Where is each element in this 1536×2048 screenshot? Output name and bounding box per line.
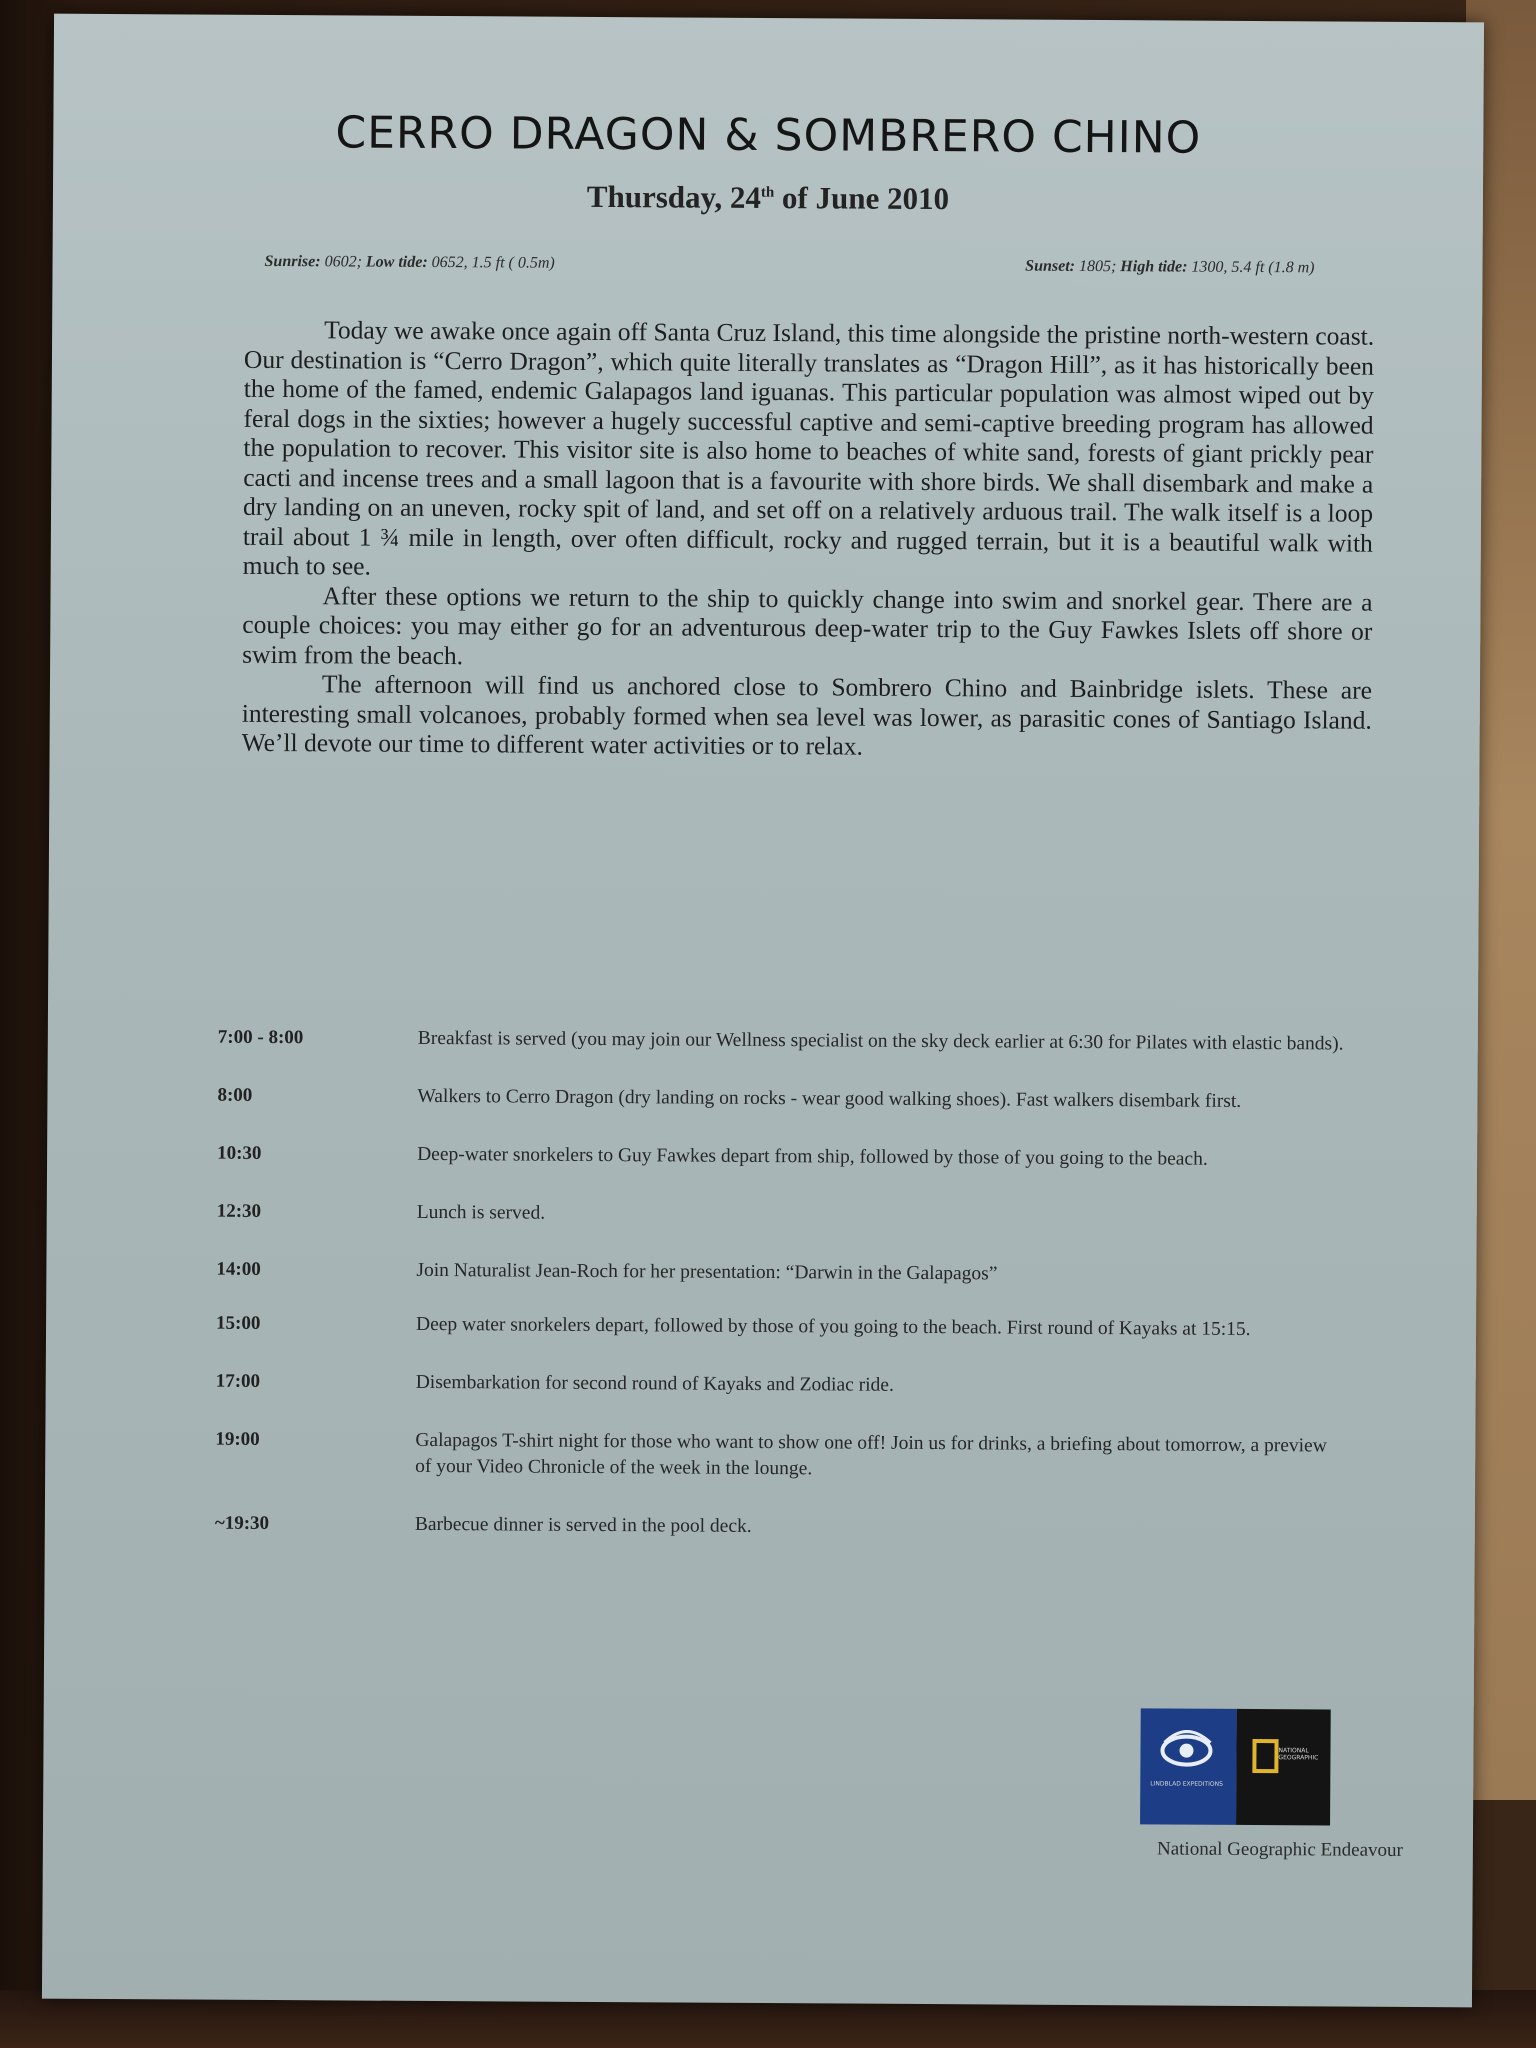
schedule-time: 19:00 (215, 1428, 260, 1450)
sunrise-label: Sunrise: (264, 252, 321, 271)
schedule-time: 10:30 (217, 1142, 262, 1164)
itinerary-sheet (42, 14, 1484, 2008)
high-tide-label: High tide: (1120, 258, 1188, 276)
schedule-time: ~19:30 (214, 1512, 270, 1534)
schedule-text: Join Naturalist Jean-Roch for her presentation: “Darwin in the Galapagos” (416, 1259, 998, 1285)
schedule-row (197, 1141, 1347, 1174)
lindblad-logo (1140, 1708, 1237, 1825)
schedule-text: Breakfast is served (you may join our Wellness specialist on the sky deck earlier at 6:30 for Pilates with elastic bands). (417, 1027, 1344, 1055)
national-geographic-logo (1236, 1709, 1331, 1826)
schedule-text: Deep water snorkelers depart, followed by those of you going to the beach. First round of Kayaks at 15:15. (416, 1313, 1251, 1340)
paragraph: After these options we return to the ship to quickly change into swim and snorkel gear. There are a couple choices: you may either go for an adventurous deep-water trip to the Guy Fawkes Islets off shore or swim from the beach. (242, 580, 1373, 670)
schedule-row (197, 1083, 1347, 1116)
page-date (53, 176, 1483, 221)
schedule-row (196, 1257, 1346, 1290)
paragraph: Today we awake once again off Santa Cruz Island, this time alongside the pristine north-western coast. Our destination is “Cerro Dragon”, which quite literally translates as “Dragon Hill”, as it has historically been the home of the famed, endemic Galapagos land iguanas. This particular population was almost wiped out by feral dogs in the sixties; however a hugely successful captive and semi-captive breeding program has allowed the population to recover. This visitor site is also home to beaches of white sand, forests of giant prickly pear cacti and incense trees and a small lagoon that is a favourite with shore birds. We shall disembark and make a dry landing on an uneven, rocky spit of land, and set off on a relatively arduous trail. The walk itself is a loop trail about 1 ¾ mile in length, over often difficult, rocky and rugged terrain, but it is a beautiful walk with much to see. (242, 315, 1375, 581)
schedule-text: Walkers to Cerro Dragon (dry landing on rocks - wear good walking shoes). Fast walkers disembark first. (417, 1085, 1242, 1112)
schedule-row (195, 1427, 1345, 1486)
sunset-value: 1805; (1074, 257, 1121, 276)
date-month-year: of June 2010 (774, 180, 950, 217)
page-title: CERRO DRAGON & SOMBRERO CHINO (335, 107, 1202, 164)
date-ordinal: th (760, 184, 775, 201)
sunrise-low-tide (265, 253, 555, 273)
sunrise-value: 0602; (320, 253, 366, 271)
schedule-row (196, 1369, 1346, 1402)
schedule-text: Lunch is served. (416, 1201, 546, 1224)
schedule-time: 15:00 (216, 1312, 261, 1334)
lindblad-eye-icon (1140, 1708, 1237, 1825)
schedule-text: Barbecue dinner is served in the pool deck. (414, 1513, 752, 1537)
schedule-time: 7:00 - 8:00 (217, 1026, 304, 1049)
schedule-time: 17:00 (215, 1370, 261, 1392)
high-tide-value: 1300, 5.4 ft (1.8 m) (1187, 258, 1315, 277)
schedule-row (195, 1511, 1345, 1544)
schedule-time: 8:00 (217, 1084, 253, 1106)
partner-logo (1140, 1708, 1331, 1825)
intro-text (242, 315, 1375, 764)
ng-logo-text: NATIONAL GEOGRAPHIC (1278, 1747, 1319, 1762)
low-tide-value: 0652, 1.5 ft ( 0.5m) (427, 253, 555, 272)
schedule-row (197, 1199, 1347, 1232)
lindblad-logo-text: LINDBLAD EXPEDITIONS (1150, 1780, 1223, 1788)
low-tide-label: Low tide: (365, 253, 428, 271)
date-day: Thursday, 24 (586, 178, 761, 215)
schedule-text: Disembarkation for second round of Kayaks and Zodiac ride. (415, 1371, 894, 1396)
schedule-text: Deep-water snorkelers to Guy Fawkes depart from ship, followed by those of you going to the beach. (417, 1143, 1208, 1170)
sunset-label: Sunset: (1025, 257, 1076, 275)
ship-name: National Geographic Endeavour (1156, 1838, 1403, 1861)
schedule-time: 12:30 (216, 1200, 262, 1222)
yellow-frame-icon (1252, 1739, 1278, 1773)
paragraph: The afternoon will find us anchored close to Sombrero Chino and Bainbridge islets. These are interesting small volcanoes, probably formed when sea level was lower, as parasitic cones of Santiago Island. We’ll devote our time to different water activities or to relax. (241, 669, 1373, 761)
schedule-row (198, 1025, 1348, 1058)
sunset-high-tide (1025, 258, 1314, 278)
schedule-time: 14:00 (216, 1258, 261, 1280)
schedule-text: Galapagos T-shirt night for those who want to show one off! Join us for drinks, a briefing about tomorrow, a preview of your Video Chronicle of the week in the lounge. (415, 1429, 1327, 1480)
schedule-list (195, 1025, 1348, 1544)
schedule-row (196, 1311, 1346, 1344)
